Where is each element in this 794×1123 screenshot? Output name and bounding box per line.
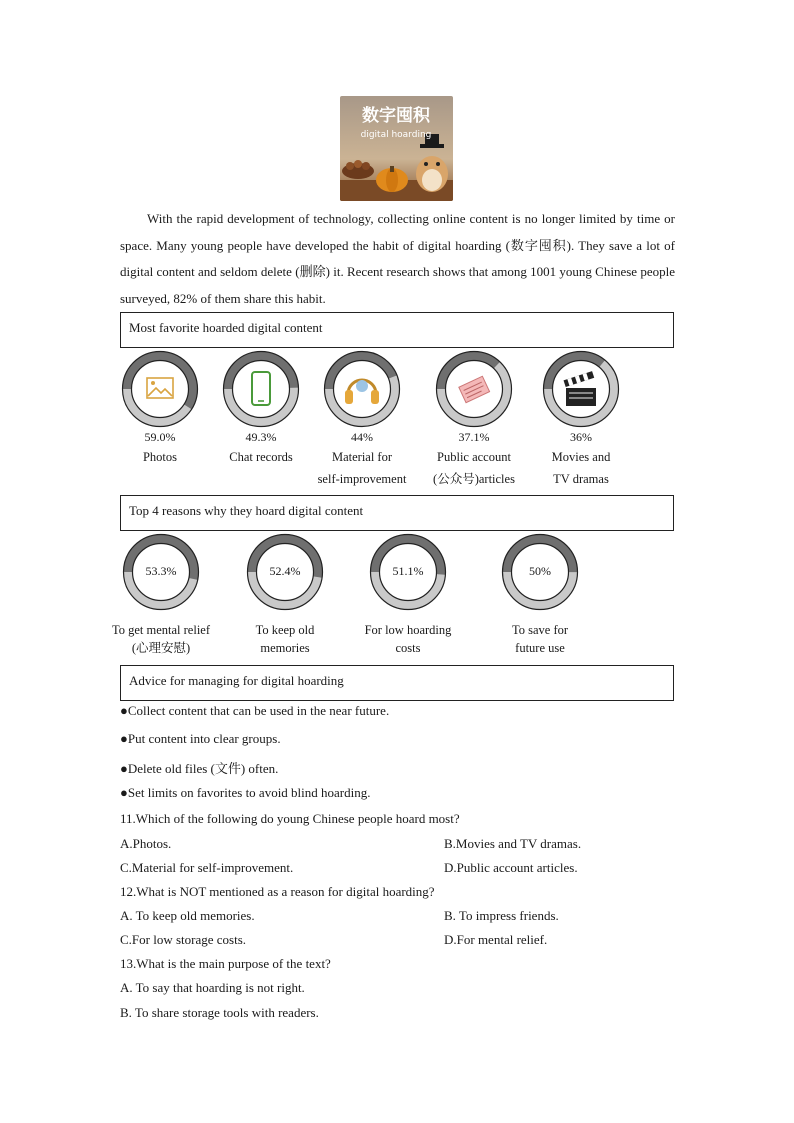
item-caption-line2: TV dramas [553, 472, 609, 486]
percentage-label: 49.3% [245, 430, 277, 444]
question-11-option-b: B.Movies and TV dramas. [444, 836, 582, 851]
percentage-label: 53.3% [145, 564, 177, 578]
digital-hoarding-banner [340, 96, 453, 201]
section-reasons-box [120, 495, 674, 531]
advice-item: ●Collect content that can be used in the near future. [120, 703, 390, 718]
item-caption-line2: memories [260, 641, 310, 655]
question-12-option-d: D.For mental relief. [444, 932, 548, 947]
section-reasons-title: Top 4 reasons why they hoard digital content [129, 503, 364, 518]
advice-item: ●Delete old files (文件) often. [120, 761, 279, 776]
item-caption: Photos [142, 450, 178, 464]
question-11-option-a: A.Photos. [120, 836, 172, 851]
question-11-option-c: C.Material for self-improvement. [120, 860, 294, 875]
percentage-ring [323, 350, 401, 428]
section-advice-title: Advice for managing for digital hoarding [129, 673, 344, 688]
banner-subtitle: digital hoarding [360, 130, 432, 140]
percentage-ring [542, 350, 620, 428]
percentage-ring [222, 350, 300, 428]
percentage-label: 51.1% [392, 564, 424, 578]
question-13-stem: 13.What is the main purpose of the text? [120, 956, 331, 971]
question-12-option-b: B. To impress friends. [444, 908, 559, 923]
item-caption: Movies and [551, 450, 611, 464]
section-advice-box [120, 665, 674, 701]
item-caption: To keep old [255, 623, 315, 637]
item-caption: Material for [331, 450, 393, 464]
item-caption: Chat records [229, 450, 293, 464]
item-caption-line2: (公众号)articles [433, 472, 515, 486]
advice-item: ●Set limits on favorites to avoid blind hoarding. [120, 785, 371, 800]
banner-title: 数字囤积 [362, 106, 430, 126]
item-caption: For low hoarding [364, 623, 452, 637]
intro-paragraph: With the rapid development of technology, collecting online content is no longer limited by time or space. Many young people have developed the habit of digital hoarding (数字囤积). They save a lot of digital content and seldom delete (删除) it. Recent research shows that among 1001 young Chinese people surveyed, 82% of them share this habit. [120, 211, 675, 306]
item-caption-line2: self-improvement [317, 472, 407, 486]
section-favorite-content-title: Most favorite hoarded digital content [129, 320, 323, 335]
question-11-option-d: D.Public account articles. [444, 860, 578, 875]
percentage-label: 37.1% [458, 430, 490, 444]
advice-item: ●Put content into clear groups. [120, 731, 281, 746]
percentage-ring [435, 350, 513, 428]
percentage-label: 36% [570, 430, 592, 444]
percentage-label: 50% [529, 564, 551, 578]
percentage-label: 52.4% [269, 564, 301, 578]
question-13-option-b: B. To share storage tools with readers. [120, 1005, 319, 1020]
item-caption: To save for [511, 623, 569, 637]
question-12-option-c: C.For low storage costs. [120, 932, 247, 947]
percentage-ring [121, 350, 199, 428]
question-12-stem: 12.What is NOT mentioned as a reason for digital hoarding? [120, 884, 435, 899]
hamster-pumpkin-illustration [340, 96, 453, 201]
section-favorite-content-box [120, 312, 674, 348]
percentage-label: 44% [351, 430, 373, 444]
question-13-option-a: A. To say that hoarding is not right. [120, 980, 305, 995]
percentage-label: 59.0% [144, 430, 176, 444]
question-11-stem: 11.Which of the following do young Chinese people hoard most? [120, 811, 460, 826]
question-12-option-a: A. To keep old memories. [120, 908, 255, 923]
item-caption: Public account [437, 450, 511, 464]
item-caption: To get mental relief [111, 623, 211, 637]
item-caption-line2: (心理安慰) [131, 641, 191, 655]
item-caption-line2: costs [395, 641, 421, 655]
item-caption-line2: future use [515, 641, 565, 655]
